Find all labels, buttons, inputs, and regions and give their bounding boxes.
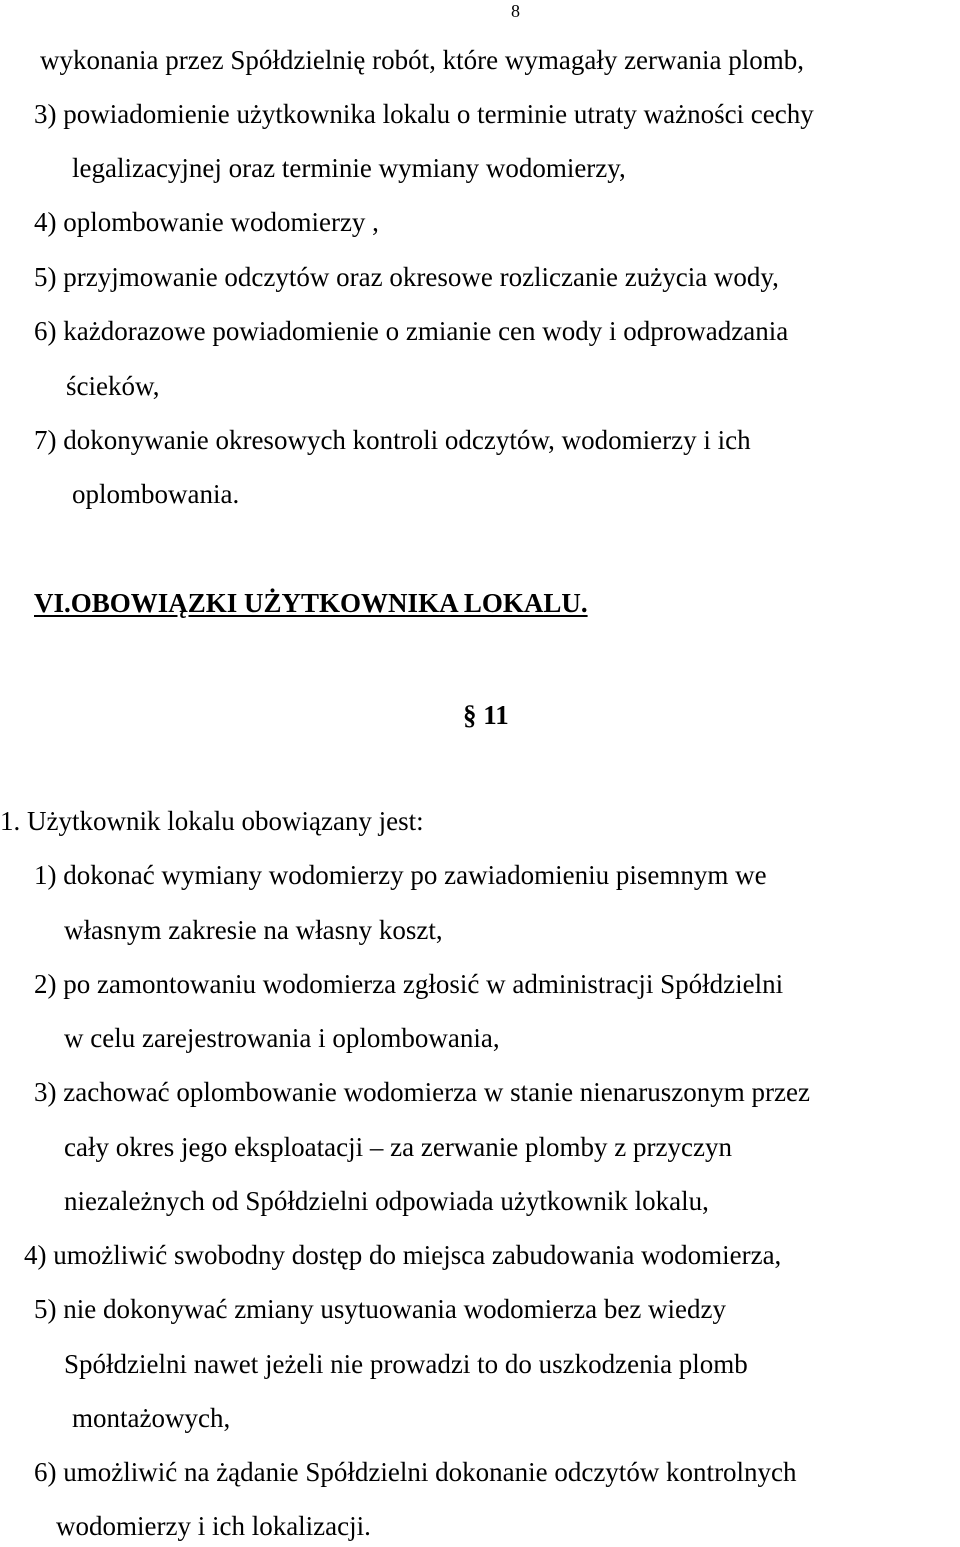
list-item: Spółdzielni nawet jeżeli nie prowadzi to do uszkodzenia plomb [64,1349,748,1379]
list-item: legalizacyjnej oraz terminie wymiany wodomierzy, [72,153,626,183]
paragraph-mark: § 11 [463,700,509,730]
list-item: 6) umożliwić na żądanie Spółdzielni dokonanie odczytów kontrolnych [34,1457,797,1487]
list-item: 6) każdorazowe powiadomienie o zmianie cen wody i odprowadzania [34,316,789,346]
list-item: 5) przyjmowanie odczytów oraz okresowe rozliczanie zużycia wody, [34,262,779,292]
list-item: 4) umożliwić swobodny dostęp do miejsca zabudowania wodomierza, [24,1240,782,1270]
list-item: cały okres jego eksploatacji – za zerwanie plomby z przyczyn [64,1132,732,1162]
list-item: wykonania przez Spółdzielnię robót, które wymagały zerwania plomb, [40,45,805,75]
list-item: 3) zachować oplombowanie wodomierza w stanie nienaruszonym przez [34,1077,810,1107]
section-heading: VI.OBOWIĄZKI UŻYTKOWNIKA LOKALU. [34,588,588,618]
list-item: niezależnych od Spółdzielni odpowiada użytkownik lokalu, [64,1186,709,1216]
page-number: 8 [511,1,520,21]
list-item: 1. Użytkownik lokalu obowiązany jest: [0,806,424,836]
list-item: własnym zakresie na własny koszt, [64,915,443,945]
list-item: 2) po zamontowaniu wodomierza zgłosić w administracji Spółdzielni [34,969,784,999]
list-item: montażowych, [72,1403,231,1433]
list-item: w celu zarejestrowania i oplombowania, [64,1023,500,1053]
list-item: 1) dokonać wymiany wodomierzy po zawiadomieniu pisemnym we [34,860,767,890]
list-item: 7) dokonywanie okresowych kontroli odczytów, wodomierzy i ich [34,425,751,455]
list-item: oplombowania. [72,479,240,509]
list-item: 5) nie dokonywać zmiany usytuowania wodomierza bez wiedzy [34,1294,727,1324]
list-item: ścieków, [66,371,160,401]
list-item: wodomierzy i ich lokalizacji. [56,1511,371,1541]
list-item: 3) powiadomienie użytkownika lokalu o terminie utraty ważności cechy [34,99,814,129]
list-item: 4) oplombowanie wodomierzy , [34,207,379,237]
